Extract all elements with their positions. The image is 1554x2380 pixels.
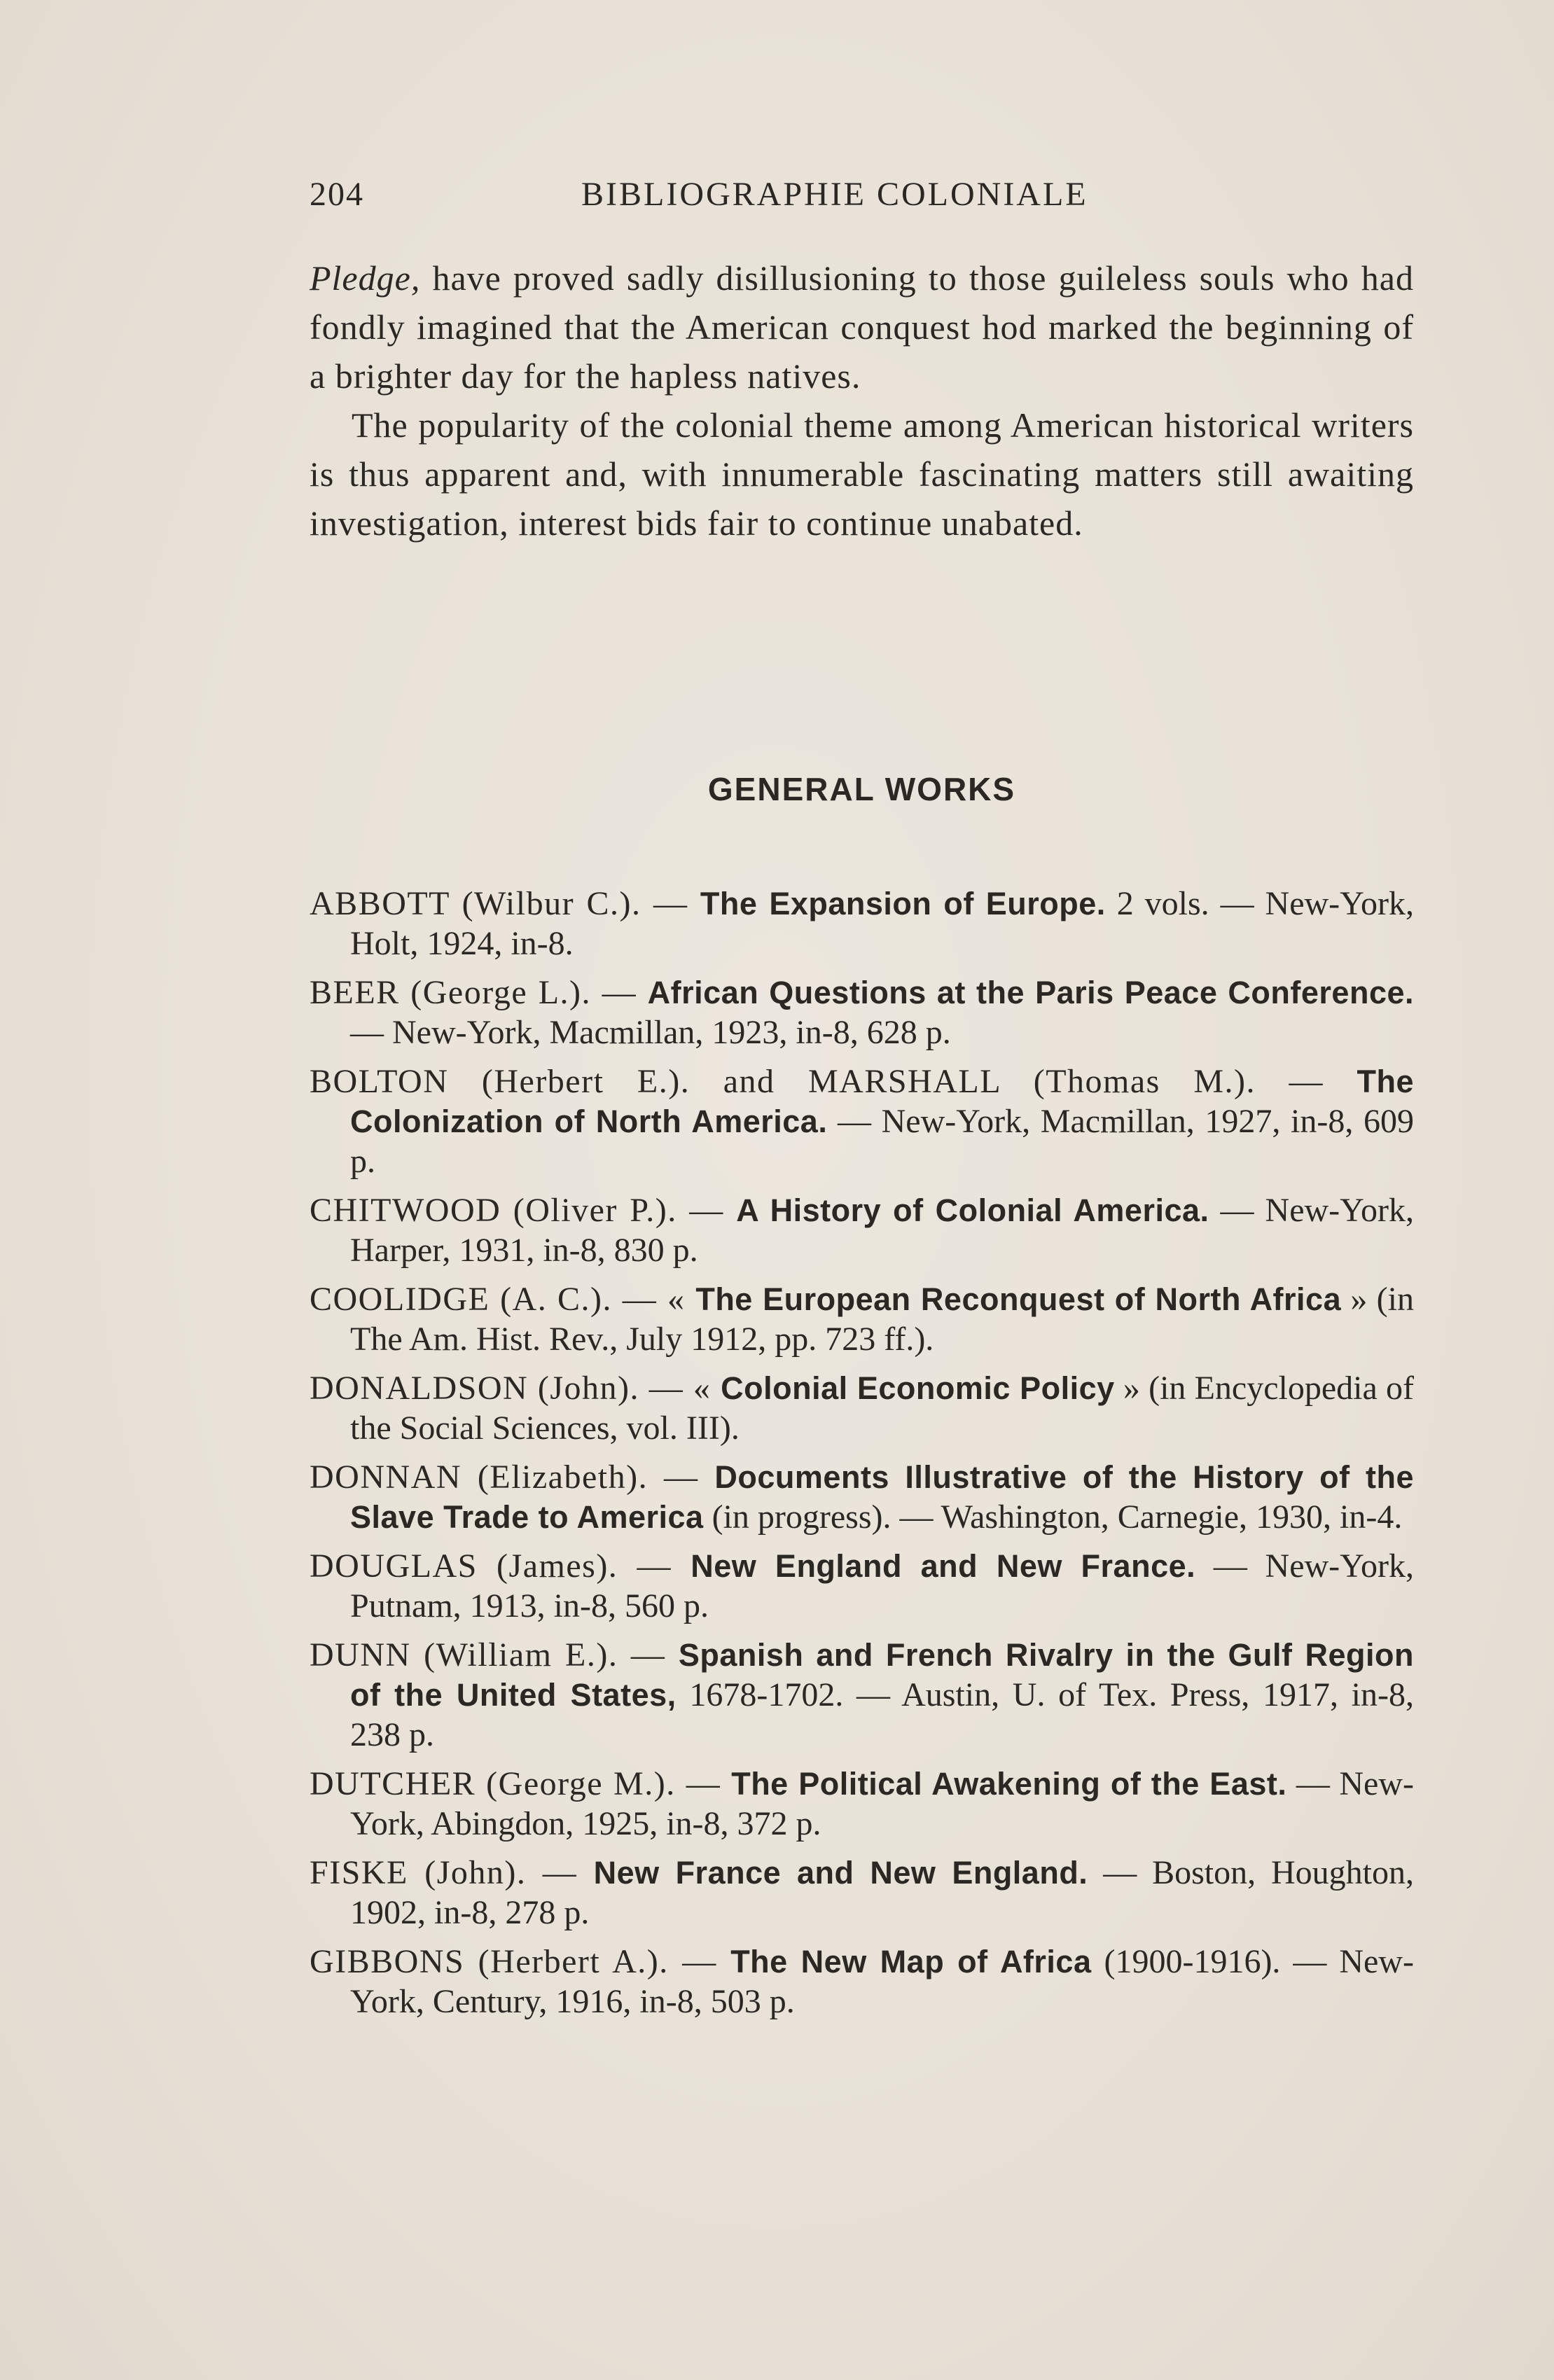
entry-author: FISKE (John). — (310, 1854, 594, 1891)
entry-author: BOLTON (Herbert E.). and MARSHALL (Thomas M.). — (310, 1063, 1357, 1100)
entry-details: — New-York, Abingdon, 1925, in-8, 372 p. (350, 1765, 1414, 1842)
bibliography-entry (310, 1062, 1414, 1181)
entry-details: » (in Encyclopedia of the Social Sciences, vol. III). (350, 1370, 1415, 1447)
entry-author: DONNAN (Elizabeth). — (310, 1459, 715, 1496)
entry-author: GIBBONS (Herbert A.). — (310, 1943, 731, 1980)
entry-title: Colonial Economic Policy (721, 1370, 1115, 1406)
entry-title: New France and New England. (593, 1855, 1088, 1891)
bibliography-entry (310, 1279, 1414, 1359)
running-head (310, 175, 1423, 224)
bibliography-entry (310, 1942, 1414, 2021)
bibliography-entry (310, 1546, 1414, 1626)
entry-title: The Colonization of North America. (350, 1064, 1414, 1139)
entry-author: DUNN (William E.). — (310, 1636, 679, 1673)
entry-title: New England and New France. (691, 1548, 1196, 1584)
bibliography-entry (310, 1368, 1414, 1448)
entry-details: — New-York, Harper, 1931, in-8, 830 p. (350, 1192, 1414, 1269)
entry-author: BEER (George L.). — (310, 974, 648, 1011)
bibliography-entry (310, 1190, 1414, 1270)
entry-title: African Questions at the Paris Peace Conference. (647, 975, 1415, 1010)
pledge-italic: Pledge, (310, 258, 421, 298)
entry-details: (in progress). — Washington, Carnegie, 1930, in-4. (703, 1498, 1403, 1536)
entry-details: 1678-1702. — Austin, U. of Tex. Press, 1917, in-8, 238 p. (350, 1676, 1414, 1753)
page-number: 204 (310, 176, 364, 213)
bibliography-entry (310, 1457, 1414, 1537)
entry-title: The New Map of Africa (730, 1944, 1092, 1979)
bibliography-list (310, 884, 1414, 2031)
entry-details: (1900-1916). — New-York, Century, 1916, in-8, 503 p. (350, 1943, 1415, 2020)
entry-details: » (in The Am. Hist. Rev., July 1912, pp. 723 ff.). (350, 1281, 1414, 1358)
section-heading: GENERAL WORKS (707, 771, 1016, 807)
entry-title: The European Reconquest of North Africa (695, 1281, 1342, 1317)
intro-paragraph-2: The popularity of the colonial theme among American historical writers is thus apparent and, with innumerable fascinating matters still awaiting investigation, interest bids fair to continue unabated. (310, 405, 1414, 543)
entry-details: — New-York, Putnam, 1913, in-8, 560 p. (350, 1547, 1414, 1624)
intro-paragraph-1-text: have proved sadly disillusioning to those guileless souls who had fondly imagined that the American conquest hod marked the beginning of a brighter day for the hapless natives. (310, 258, 1414, 396)
entry-title: A History of Colonial America. (736, 1192, 1209, 1228)
entry-details: — New-York, Macmillan, 1923, in-8, 628 p. (350, 1014, 951, 1051)
entry-title: Spanish and French Rivalry in the Gulf Region of the United States, (350, 1637, 1415, 1713)
entry-details: — Boston, Houghton, 1902, in-8, 278 p. (350, 1854, 1415, 1931)
bibliography-entry (310, 1635, 1414, 1755)
entry-author: CHITWOOD (Oliver P.). — (310, 1192, 737, 1229)
entry-title: The Political Awakening of the East. (731, 1766, 1287, 1802)
bibliography-entry (310, 973, 1414, 1052)
intro-text (310, 253, 1414, 548)
intro-paragraph-1 (310, 253, 1414, 401)
bibliography-entry (310, 1853, 1414, 1933)
entry-author: DOUGLAS (James). — (310, 1547, 691, 1585)
entry-author: COOLIDGE (A. C.). — « (310, 1281, 696, 1318)
bibliography-entry (310, 1764, 1414, 1844)
entry-details: 2 vols. — New-York, Holt, 1924, in-8. (350, 885, 1415, 962)
entry-author: DUTCHER (George M.). — (310, 1765, 732, 1802)
entry-author: ABBOTT (Wilbur C.). — (310, 885, 700, 922)
bibliography-entry (310, 884, 1414, 963)
entry-title: The Expansion of Europe. (700, 886, 1106, 921)
entry-author: DONALDSON (John). — « (310, 1370, 721, 1407)
running-title: BIBLIOGRAPHIE COLONIALE (581, 176, 1088, 213)
entry-title: Documents Illustrative of the History of the Slave Trade to America (350, 1459, 1414, 1535)
entry-details: — New-York, Macmillan, 1927, in-8, 609 p. (350, 1103, 1414, 1180)
